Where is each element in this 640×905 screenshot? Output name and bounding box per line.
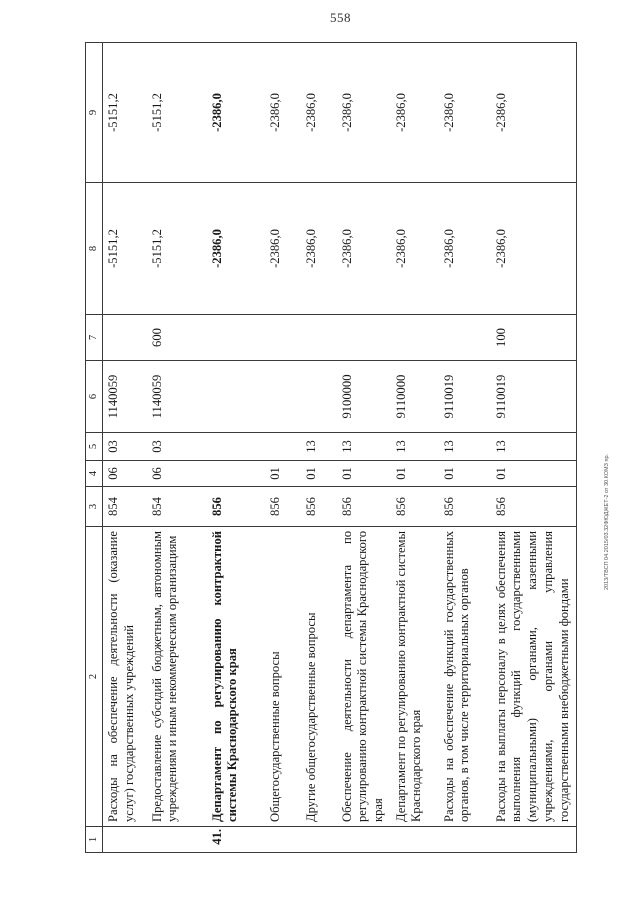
cell-c7: [207, 315, 265, 361]
cell-c9: -5151,2: [103, 43, 147, 183]
cell-c6: 1140059: [103, 361, 147, 433]
cell-c8: -2386,0: [265, 183, 301, 315]
cell-c3: 856: [491, 487, 577, 527]
cell-c3: 856: [207, 487, 265, 527]
budget-table: [85, 42, 577, 853]
cell-c7: [103, 315, 147, 361]
cell-c7: [265, 315, 301, 361]
cell-c9: -5151,2: [147, 43, 207, 183]
cell-c3: 856: [301, 487, 337, 527]
cell-c8: -5151,2: [103, 183, 147, 315]
cell-c9: -2386,0: [337, 43, 391, 183]
row-name: Департамент по регулированию контрактной системы Краснодарского края: [391, 527, 439, 827]
cell-c6: 9110000: [391, 361, 439, 433]
cell-c6: [207, 361, 265, 433]
cell-c4: 01: [265, 461, 301, 487]
header-row: [86, 43, 103, 853]
cell-c4: 01: [337, 461, 391, 487]
cell-c4: 01: [301, 461, 337, 487]
cell-c4: 01: [439, 461, 491, 487]
cell-c5: 13: [301, 433, 337, 461]
cell-c3: 856: [439, 487, 491, 527]
cell-c6: 9110019: [439, 361, 491, 433]
row-number: 41.: [207, 827, 265, 853]
cell-c7: [391, 315, 439, 361]
cell-c4: 06: [103, 461, 147, 487]
table-row: [147, 43, 207, 853]
row-number: [103, 827, 147, 853]
row-name: Обеспечение деятельности департамента по регулированию контрактной системы Краснодарского края: [337, 527, 391, 827]
table-row: [265, 43, 301, 853]
row-name: Расходы на выплаты персоналу в целях обеспечения выполнения функций государственными (муниципальными) органами, казенными учреждениями, органами управления государственными внебюджетными фондами: [491, 527, 577, 827]
cell-c6: 9110019: [491, 361, 577, 433]
cell-c8: -2386,0: [301, 183, 337, 315]
header-cell: 7: [86, 315, 103, 361]
cell-c5: 13: [491, 433, 577, 461]
cell-c6: [265, 361, 301, 433]
row-number: [491, 827, 577, 853]
cell-c4: 06: [147, 461, 207, 487]
cell-c3: 856: [391, 487, 439, 527]
cell-c8: -2386,0: [439, 183, 491, 315]
table-row: [337, 43, 391, 853]
cell-c6: 9100000: [337, 361, 391, 433]
cell-c8: -2386,0: [491, 183, 577, 315]
cell-c3: 854: [147, 487, 207, 527]
cell-c8: -2386,0: [207, 183, 265, 315]
row-name: Другие общегосударственные вопросы: [301, 527, 337, 827]
side-stamp: 2013/ТВСП 04.2015/03.32ФЮДЖЕТ-2 от 30.КОМЗ пр.: [604, 453, 610, 590]
header-cell: 2: [86, 527, 103, 827]
cell-c5: 13: [439, 433, 491, 461]
cell-c8: -2386,0: [337, 183, 391, 315]
cell-c8: -5151,2: [147, 183, 207, 315]
cell-c7: [439, 315, 491, 361]
cell-c4: 01: [391, 461, 439, 487]
row-name: Расходы на обеспечение деятельности (оказание услуг) государственных учреждений: [103, 527, 147, 827]
cell-c3: 856: [265, 487, 301, 527]
cell-c5: [265, 433, 301, 461]
table-row: [391, 43, 439, 853]
page-number: 558: [330, 10, 351, 25]
row-name: Расходы на обеспечение функций государственных органов, в том числе территориальных органов: [439, 527, 491, 827]
row-number: [301, 827, 337, 853]
cell-c4: [207, 461, 265, 487]
table-row: [491, 43, 577, 853]
cell-c9: -2386,0: [439, 43, 491, 183]
cell-c6: [301, 361, 337, 433]
cell-c9: -2386,0: [491, 43, 577, 183]
header-cell: 6: [86, 361, 103, 433]
row-number: [147, 827, 207, 853]
cell-c3: 856: [337, 487, 391, 527]
cell-c4: 01: [491, 461, 577, 487]
table-row: [207, 43, 265, 853]
cell-c7: [301, 315, 337, 361]
cell-c9: -2386,0: [301, 43, 337, 183]
cell-c7: [337, 315, 391, 361]
cell-c9: -2386,0: [207, 43, 265, 183]
header-cell: 8: [86, 183, 103, 315]
row-number: [439, 827, 491, 853]
row-name: Общегосударственные вопросы: [265, 527, 301, 827]
cell-c5: 03: [103, 433, 147, 461]
row-name: Департамент по регулированию контрактной системы Краснодарского края: [207, 527, 265, 827]
table-row: [301, 43, 337, 853]
cell-c7: 100: [491, 315, 577, 361]
cell-c9: -2386,0: [391, 43, 439, 183]
cell-c6: 1140059: [147, 361, 207, 433]
header-cell: 5: [86, 433, 103, 461]
header-cell: 9: [86, 43, 103, 183]
row-number: [337, 827, 391, 853]
header-cell: 4: [86, 461, 103, 487]
cell-c5: 13: [337, 433, 391, 461]
cell-c8: -2386,0: [391, 183, 439, 315]
cell-c5: [207, 433, 265, 461]
cell-c5: 03: [147, 433, 207, 461]
row-name: Предоставление субсидий бюджетным, автономным учреждениям и иным некоммерческим организациям: [147, 527, 207, 827]
cell-c7: 600: [147, 315, 207, 361]
header-cell: 1: [86, 827, 103, 853]
rotated-table-container: [85, 43, 585, 853]
row-number: [265, 827, 301, 853]
header-cell: 3: [86, 487, 103, 527]
table-row: [103, 43, 147, 853]
cell-c3: 854: [103, 487, 147, 527]
row-number: [391, 827, 439, 853]
cell-c9: -2386,0: [265, 43, 301, 183]
table-row: [439, 43, 491, 853]
cell-c5: 13: [391, 433, 439, 461]
